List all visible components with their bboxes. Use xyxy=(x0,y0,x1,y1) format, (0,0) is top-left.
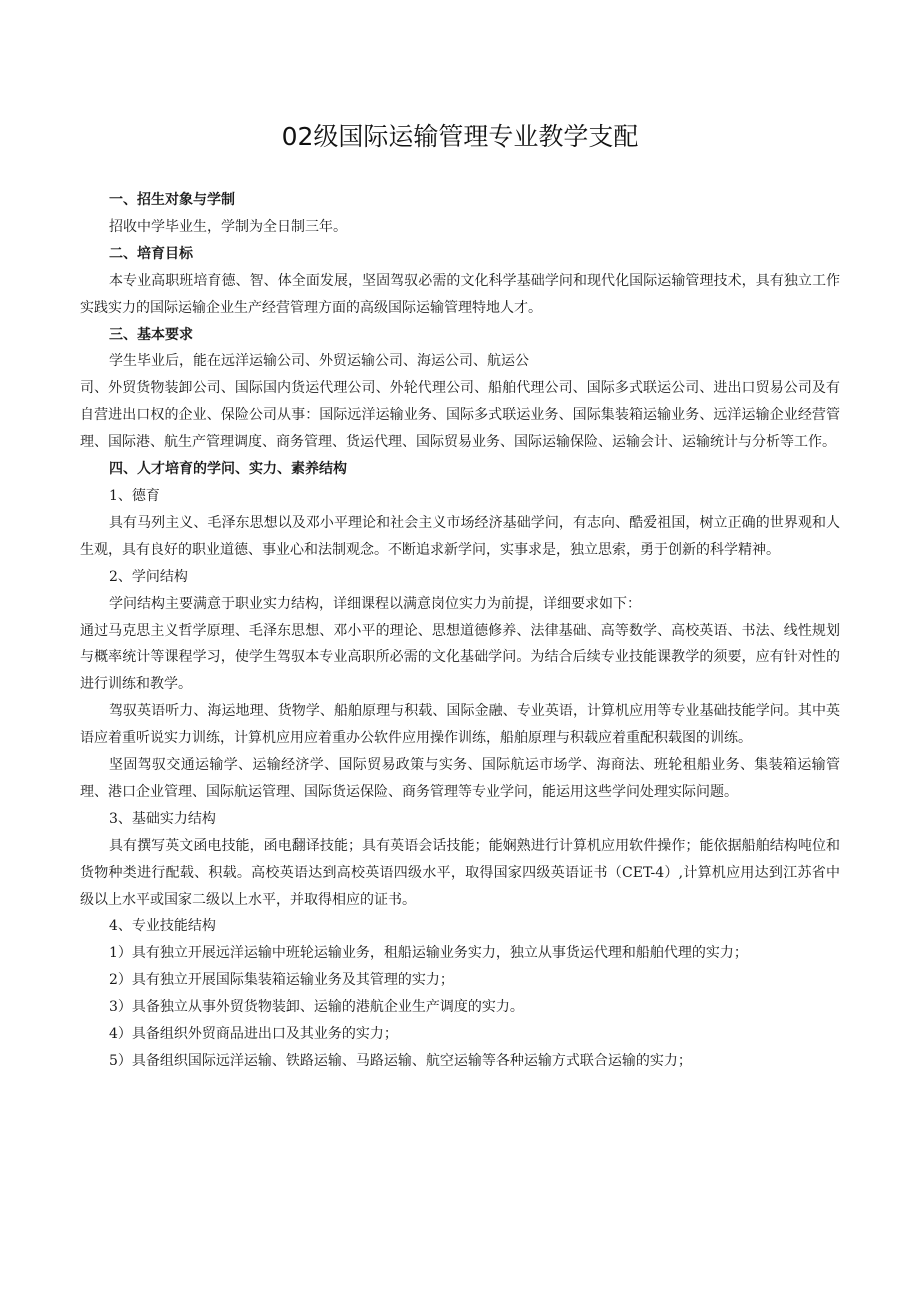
subsection-text-moral: 具有马列主义、毛泽东思想以及邓小平理论和社会主义市场经济基础学问，有志向、酷爱祖国，树立正确的世界观和人生观，具有良好的职业道德、事业心和法制观念。不断追求新学问，实事求是，独立思索，勇于创新的科学精神。 xyxy=(80,514,840,558)
requirements-first-line: 学生毕业后，能在远洋运输公司、外贸运输公司、海运公司、航运公 xyxy=(109,353,529,370)
skill-item: 4）具备组织外贸商品进出口及其业务的实力； xyxy=(109,1026,398,1043)
section-text-goals: 本专业高职班培育德、智、体全面发展，坚固驾驭必需的文化科学基础学问和现代化国际运输管理技术，具有独立工作实践实力的国际运输企业生产经营管理方面的高级国际运输管理特地人才。 xyxy=(80,272,840,316)
section-heading-structure: 四、人才培育的学问、实力、素养结构 xyxy=(109,461,347,478)
skill-item: 3）具备独立从事外贸货物装卸、运输的港航企业生产调度的实力。 xyxy=(109,999,524,1016)
subsection-label-knowledge: 2、学问结构 xyxy=(109,568,188,585)
skill-item: 2）具有独立开展国际集装箱运输业务及其管理的实力； xyxy=(109,972,454,989)
subsection-label-professional-skills: 4、专业技能结构 xyxy=(109,918,216,935)
document-title: 02级国际运输管理专业教学支配 xyxy=(281,122,639,151)
subsection-label-moral: 1、德育 xyxy=(109,487,160,504)
knowledge-paragraph-1: 通过马克思主义哲学原理、毛泽东思想、邓小平的理论、思想道德修养、法律基础、高等数学、高校英语、书法、线性规划与概率统计等课程学习，使学生驾驭本专业高职所必需的文化基础学问。为结合后续专业技能课教学的须要，应有针对性的进行训练和教学。 xyxy=(80,622,840,693)
subsection-text-basic-ability: 具有撰写英文函电技能，函电翻译技能；具有英语会话技能；能娴熟进行计算机应用软件操作；能依据船舶结构吨位和货物种类进行配载、积载。高校英语达到高校英语四级水平，取得国家四级英语证书（CET-4）,计算机应用达到江苏省中级以上水平或国家二级以上水平，并取得相应的证书。 xyxy=(80,837,840,908)
section-heading-requirements: 三、基本要求 xyxy=(109,326,193,343)
skill-item: 5）具备组织国际远洋运输、铁路运输、马路运输、航空运输等各种运输方式联合运输的实力； xyxy=(109,1053,692,1069)
knowledge-paragraph-3: 坚固驾驭交通运输学、运输经济学、国际贸易政策与实务、国际航运市场学、海商法、班轮租船业务、集装箱运输管理、港口企业管理、国际航运管理、国际货运保险、商务管理等专业学问，能运用这些学问处理实际问题。 xyxy=(80,757,840,800)
knowledge-intro: 学问结构主要满意于职业实力结构，详细课程以满意岗位实力为前提，详细要求如下： xyxy=(109,595,641,612)
section-text-enrollment: 招收中学毕业生，学制为全日制三年。 xyxy=(109,218,347,235)
skill-item: 1）具有独立开展远洋运输中班轮运输业务，租船运输业务实力，独立从事货运代理和船舶代理的实力； xyxy=(109,945,748,962)
section-heading-enrollment: 一、招生对象与学制 xyxy=(109,192,235,208)
document-body xyxy=(80,187,840,1075)
subsection-label-basic-ability: 3、基础实力结构 xyxy=(109,810,216,827)
requirements-text: 司、外贸货物装卸公司、国际国内货运代理公司、外轮代理公司、船舶代理公司、国际多式联运公司、进出口贸易公司及有自营进出口权的企业、保险公司从事：国际远洋运输业务、国际多式联运业务、国际集装箱运输业务、远洋运输企业经营管理、国际港、航生产管理调度、商务管理、货运代理、国际贸易业务、国际运输保险、运输会计、运输统计与分析等工作。 xyxy=(80,380,840,451)
section-heading-goals: 二、培育目标 xyxy=(109,245,193,262)
knowledge-paragraph-2: 驾驭英语听力、海运地理、货物学、船舶原理与积载、国际金融、专业英语，计算机应用等专业基础技能学问。其中英语应着重听说实力训练，计算机应用应着重办公软件应用操作训练，船舶原理与积载应着重配积载图的训练。 xyxy=(80,703,840,747)
